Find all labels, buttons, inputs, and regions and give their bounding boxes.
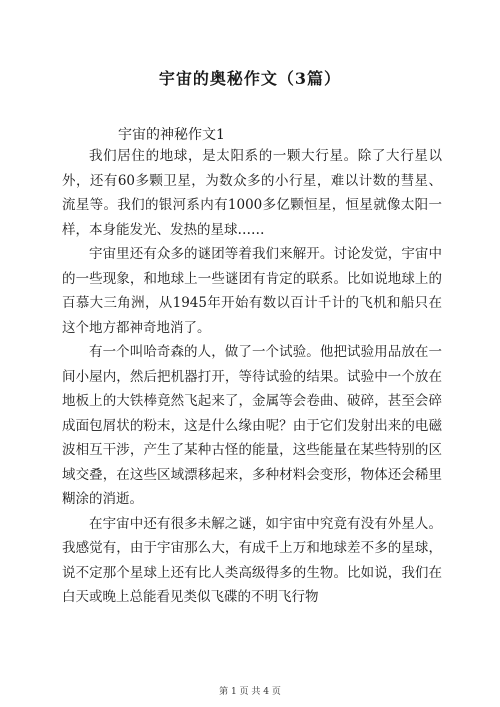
paragraph: 我们居住的地球，是太阳系的一颗大行星。除了大行星以外，还有60多颗卫星，为数众多的小行星，难以计数的彗星、流星等。我们的银河系内有1000多亿颗恒星，恒星就像太阳一样，本身能发光、发热的星球…… [62, 148, 442, 238]
paragraph: 有一个叫哈奇森的人，做了一个试验。他把试验用品放在一间小屋内，然后把机器打开，等待试验的结果。试验中一个放在地板上的大铁棒竟然飞起来了，金属等会卷曲、破碎，甚至会碎成面包屑状的粉末，这是什么缘由呢？由于它们发射出来的电磁波相互干涉，产生了某种古怪的能量，这些能量在某些特别的区域交叠，在这些区域漂移起来，多种材料会变形，物体还会稀里糊涂的消逝。 [62, 344, 442, 507]
paragraph: 宇宙里还有众多的谜团等着我们来解开。讨论发觉，宇宙中的一些现象，和地球上一些谜团有肯定的联系。比如说地球上的百慕大三角洲，从1945年开始有数以百计千计的飞机和船只在这个地方都神奇地消了。 [62, 246, 442, 336]
paragraph: 在宇宙中还有很多未解之谜，如宇宙中究竟有没有外星人。我感觉有，由于宇宙那么大，有成千上万和地球差不多的星球，说不定那个星球上还有比人类高级得多的生物。比如说，我们在白天或晚上总能看见类似飞碟的不明飞行物 [62, 515, 442, 605]
document-body [62, 144, 442, 610]
section-heading: 宇宙的神秘作文1 [118, 127, 225, 143]
document-title: 宇宙的奥秘作文（3篇） [158, 69, 342, 88]
page-number-footer: 第 1 页 共 4 页 [219, 687, 281, 697]
